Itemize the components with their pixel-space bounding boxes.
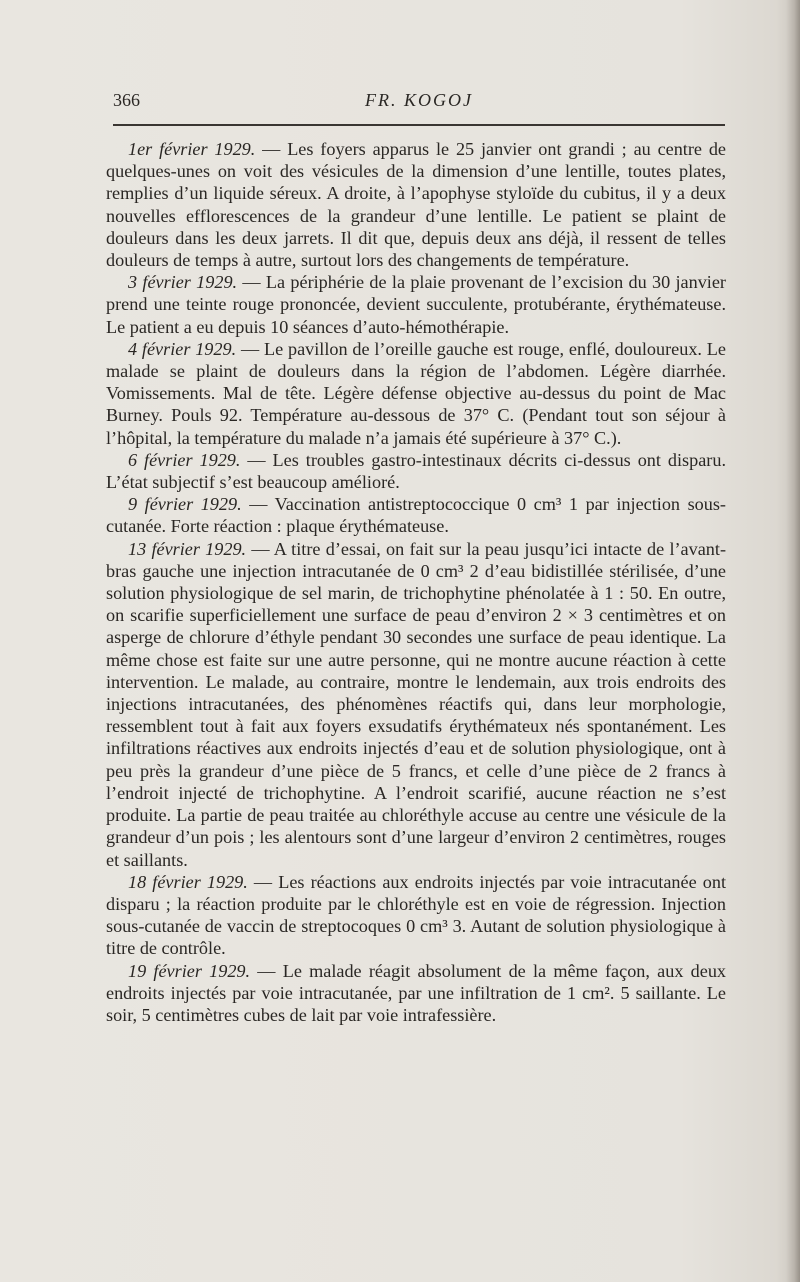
- header-rule: [113, 124, 725, 126]
- entry-text: — Les troubles gastro-intestinaux décrits ci-dessus ont disparu. L’état subjectif s’est beaucoup amélioré.: [106, 449, 727, 493]
- entry-text: — Les réactions aux endroits injectés par voie intracutanée ont disparu ; la réaction produite par le chloréthyle est en voie de régression. Injection sous-cutanée de vaccin de streptocoques 0 cm³ 3. Autant de solution physiologique à titre de contrôle.: [106, 871, 726, 959]
- entry-text: — A titre d’essai, on fait sur la peau jusqu’ici intacte de l’avant-bras gauche une injection intracutanée de 0 cm³ 2 d’eau bidistillée stérilisée, d’une solution physiologique de sel marin, de trichophytine phénolatée à 1 : 50. En outre, on scarifie superficiellement une surface de peau d’environ 2 × 3 centimètres et on asperge de chlorure d’éthyle pendant 30 secondes une surface de peau identique. La même chose est faite sur une autre personne, qui ne montre aucune réaction à cette intervention. Le malade, au contraire, montre le lendemain, aux trois endroits des injections intracutanées, des phénomènes réactifs qui, dans leur morphologie, ressemblent tout à fait aux foyers exsudatifs érythémateux nés spontanément. Les infiltrations réactives aux endroits injectés d’eau et de solution physiologique, ont à peu près la grandeur d’une pièce de 5 francs, et celle d’une pièce de 2 francs à l’endroit injecté de trichophytine. A l’endroit scarifié, aucune réaction ne s’est produite. La partie de peau traitée au chloréthyle accuse au centre une vésicule de la grandeur d’un pois ; les alentours sont d’une largeur d’environ 2 centimètres, rouges et saillants.: [106, 538, 726, 870]
- entry-6-fevrier: [106, 449, 726, 493]
- entry-18-fevrier: [106, 871, 726, 960]
- entry-date: 18 février 1929.: [128, 871, 248, 892]
- entry-date: 6 février 1929.: [128, 449, 241, 470]
- entry-9-fevrier: [106, 493, 726, 537]
- running-head: FR. KOGOJ: [365, 90, 473, 110]
- page-header: [113, 90, 725, 120]
- entry-date: 3 février 1929.: [128, 272, 238, 293]
- entry-date: 19 février 1929.: [128, 960, 251, 981]
- entry-13-fevrier: [106, 538, 726, 871]
- entry-3-fevrier: [106, 271, 726, 338]
- page-number: 366: [113, 90, 140, 110]
- entry-text: — Le malade réagit absolument de la même façon, aux deux endroits injectés par voie intracutanée, par une infiltration de 1 cm². 5 saillante. Le soir, 5 centimètres cubes de lait par voie intrafessière.: [106, 960, 727, 1025]
- body-text: [106, 138, 726, 1026]
- entry-1-fevrier: [106, 138, 726, 271]
- entry-date: 9 février 1929.: [128, 494, 242, 515]
- entry-text: — Vaccination antistreptococcique 0 cm³ 1 par injection sous-cutanée. Forte réaction : plaque érythémateuse.: [106, 494, 726, 537]
- entry-date: 1er février 1929.: [128, 139, 256, 159]
- entry-date: 13 février 1929.: [128, 538, 247, 559]
- page-edge-shadow: [786, 0, 800, 1282]
- entry-4-fevrier: [106, 338, 726, 449]
- entry-text: — Les foyers apparus le 25 janvier ont grandi ; au centre de quelques-unes on voit des vésicules de la dimension d’une lentille, toutes plates, remplies d’un liquide séreux. A droite, à l’apophyse styloïde du cubitus, il y a deux nouvelles efflorescences de la grandeur d’une lentille. Le patient se plaint de douleurs dans les deux jarrets. Il dit que, depuis deux ans déjà, il ressent de telles douleurs de temps à autre, surtout lors des changements de température.: [106, 139, 726, 271]
- entry-text: — La périphérie de la plaie provenant de l’excision du 30 janvier prend une teinte rouge prononcée, devient succulente, protubérante, érythémateuse. Le patient a eu depuis 10 séances d’auto-hémothérapie.: [106, 272, 726, 337]
- entry-text: — Le pavillon de l’oreille gauche est rouge, enflé, douloureux. Le malade se plaint de douleurs dans la région de l’abdomen. Légère diarrhée. Vomissements. Mal de tête. Légère défense objective au-dessus du point de Mac Burney. Pouls 92. Température au-dessous de 37° C. (Pendant tout son séjour à l’hôpital, la température du malade n’a jamais été supérieure à 37° C.).: [106, 338, 726, 448]
- entry-date: 4 février 1929.: [128, 338, 237, 359]
- entry-19-fevrier: [106, 960, 726, 1027]
